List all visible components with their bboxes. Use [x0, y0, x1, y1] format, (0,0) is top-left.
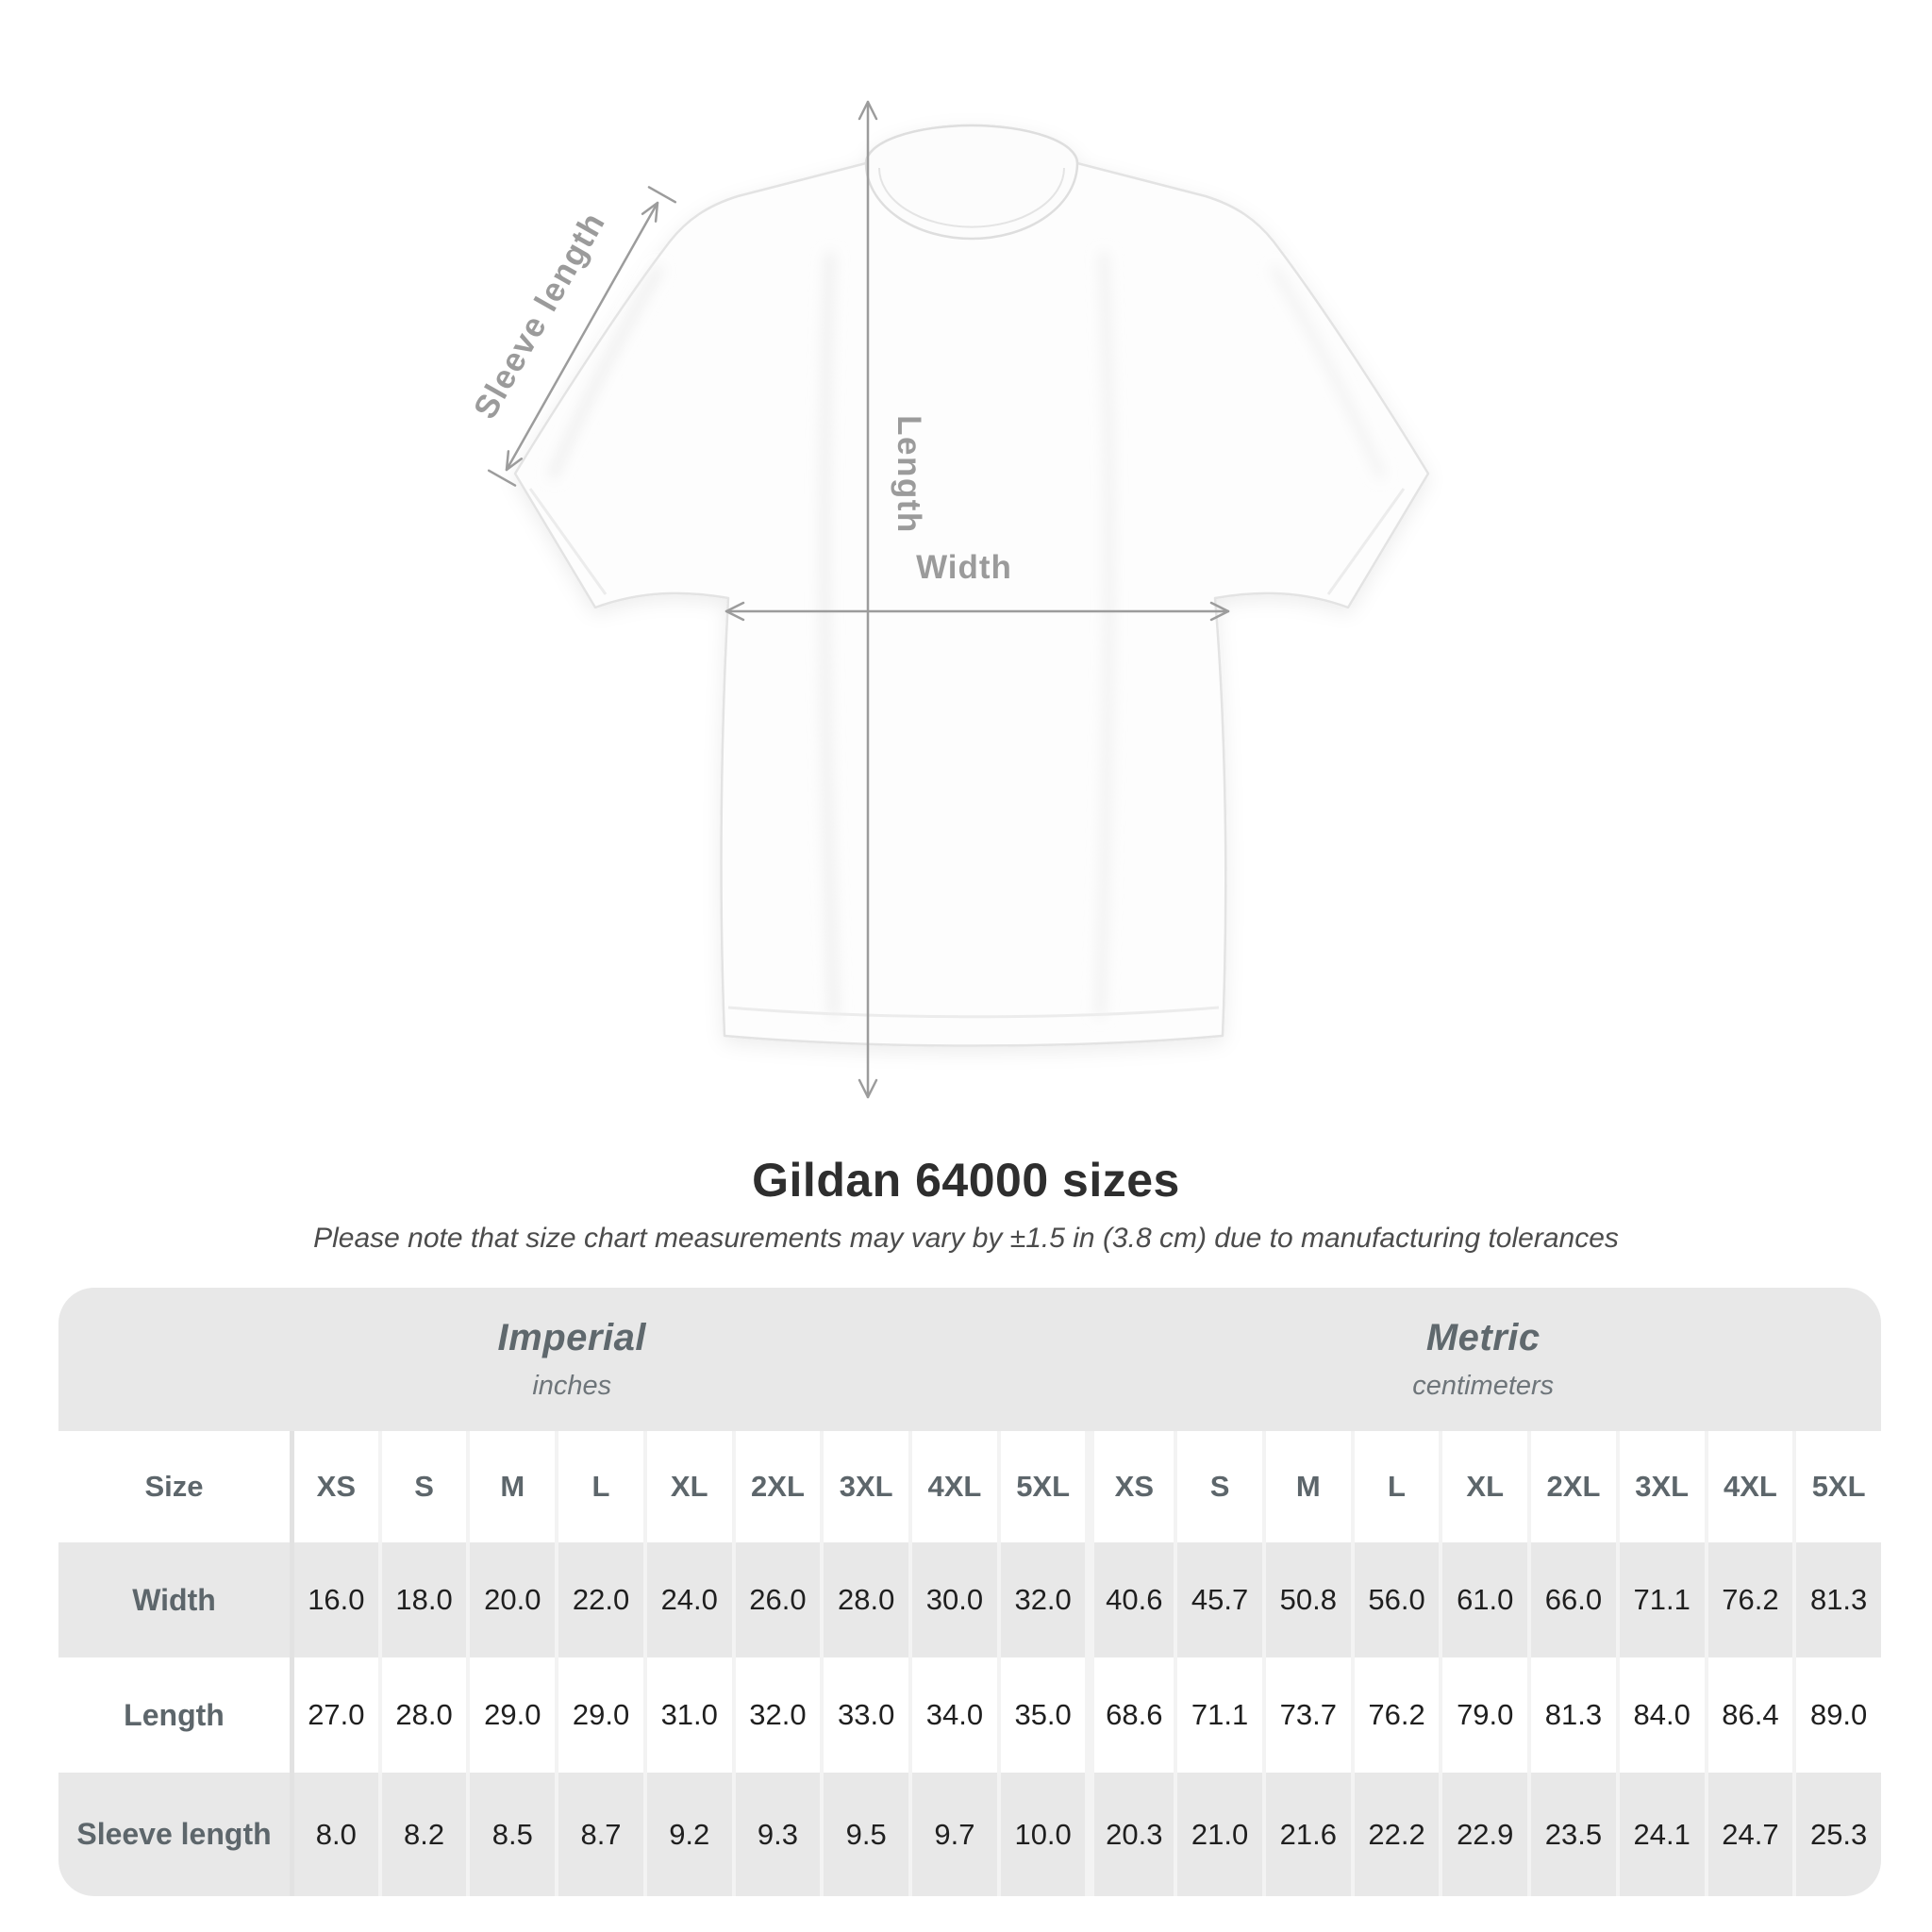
measurement-cell: 86.4 [1705, 1657, 1793, 1773]
measurement-cell: 32.0 [997, 1542, 1086, 1657]
measurement-cell: 21.6 [1262, 1773, 1351, 1896]
unit-band [58, 1288, 1881, 1431]
imperial-group-header [58, 1288, 1086, 1431]
imperial-group-unit: inches [532, 1371, 612, 1401]
sleeve-length-label: Sleeve length [466, 206, 613, 425]
measurement-cell: 81.3 [1792, 1542, 1881, 1657]
measurement-cell: 24.0 [643, 1542, 732, 1657]
size-header-row [58, 1431, 1881, 1542]
size-col-header: XL [643, 1431, 732, 1542]
measurement-cell: 34.0 [908, 1657, 997, 1773]
page-title: Gildan 64000 sizes [752, 1154, 1180, 1207]
measurement-row-sleeve [58, 1773, 1881, 1896]
measurement-cell: 22.0 [555, 1542, 643, 1657]
metric-group-name: Metric [1425, 1317, 1541, 1358]
measurement-cell: 22.9 [1439, 1773, 1527, 1896]
size-col-header: 2XL [1527, 1431, 1616, 1542]
measurement-cell: 89.0 [1792, 1657, 1881, 1773]
size-col-header: 5XL [997, 1431, 1086, 1542]
size-col-header: XS [290, 1431, 378, 1542]
measurement-cell: 27.0 [290, 1657, 378, 1773]
size-col-header: M [466, 1431, 555, 1542]
measurement-cell: 20.3 [1085, 1773, 1174, 1896]
measurement-cell: 31.0 [643, 1657, 732, 1773]
size-col-header: L [1351, 1431, 1440, 1542]
metric-group-header [1086, 1288, 1882, 1431]
measurement-cell: 16.0 [290, 1542, 378, 1657]
measurement-cell: 25.3 [1792, 1773, 1881, 1896]
measurement-cell: 18.0 [378, 1542, 467, 1657]
size-col-header: L [555, 1431, 643, 1542]
measurement-cell: 9.5 [820, 1773, 908, 1896]
measurement-cell: 8.2 [378, 1773, 467, 1896]
measurement-cell: 33.0 [820, 1657, 908, 1773]
measurement-cell: 29.0 [466, 1657, 555, 1773]
size-col-header: 3XL [820, 1431, 908, 1542]
measurement-cell: 81.3 [1527, 1657, 1616, 1773]
measurement-cell: 9.3 [732, 1773, 821, 1896]
size-col-header: M [1262, 1431, 1351, 1542]
row-label: Length [58, 1657, 290, 1773]
measurement-cell: 40.6 [1085, 1542, 1174, 1657]
measurement-cell: 28.0 [820, 1542, 908, 1657]
measurement-cell: 8.0 [290, 1773, 378, 1896]
measurement-cell: 68.6 [1085, 1657, 1174, 1773]
measurement-cell: 71.1 [1616, 1542, 1705, 1657]
imperial-group-name: Imperial [497, 1317, 646, 1358]
measurement-cell: 56.0 [1351, 1542, 1440, 1657]
tolerance-note: Please note that size chart measurements may vary by ±1.5 in (3.8 cm) due to manufacturing tolerances [313, 1223, 1619, 1254]
metric-group-unit: centimeters [1412, 1371, 1555, 1401]
measurement-cell: 32.0 [732, 1657, 821, 1773]
size-col-header: XS [1085, 1431, 1174, 1542]
measurement-cell: 26.0 [732, 1542, 821, 1657]
measurement-cell: 8.5 [466, 1773, 555, 1896]
measurement-cell: 24.1 [1616, 1773, 1705, 1896]
measurement-cell: 8.7 [555, 1773, 643, 1896]
size-col-header: S [1174, 1431, 1262, 1542]
measurement-cell: 76.2 [1351, 1657, 1440, 1773]
measurement-cell: 76.2 [1705, 1542, 1793, 1657]
measurement-cell: 84.0 [1616, 1657, 1705, 1773]
size-col-header: S [378, 1431, 467, 1542]
row-label: Width [132, 1582, 216, 1617]
size-table [58, 1288, 1881, 1896]
measurement-cell: 24.7 [1705, 1773, 1793, 1896]
measurement-cell: 20.0 [466, 1542, 555, 1657]
measurement-cell: 45.7 [1174, 1542, 1262, 1657]
measurement-cell: 35.0 [997, 1657, 1086, 1773]
measurement-row-length [58, 1657, 1881, 1773]
size-col-header: 4XL [1705, 1431, 1793, 1542]
measurement-cell: 66.0 [1527, 1542, 1616, 1657]
measurement-cell: 79.0 [1439, 1657, 1527, 1773]
size-col-header: 4XL [908, 1431, 997, 1542]
measurement-cell: 28.0 [378, 1657, 467, 1773]
size-col-header: 2XL [732, 1431, 821, 1542]
size-col-header: 3XL [1616, 1431, 1705, 1542]
row-label: Sleeve length [76, 1817, 272, 1851]
measurement-cell: 9.2 [643, 1773, 732, 1896]
length-label: Length [891, 415, 927, 534]
size-col-header: XL [1439, 1431, 1527, 1542]
measurement-cell: 9.7 [908, 1773, 997, 1896]
measurement-cell: 50.8 [1262, 1542, 1351, 1657]
measurement-cell: 30.0 [908, 1542, 997, 1657]
measurement-cell: 23.5 [1527, 1773, 1616, 1896]
measurement-cell: 73.7 [1262, 1657, 1351, 1773]
measurement-cell: 22.2 [1351, 1773, 1440, 1896]
measurement-cell: 61.0 [1439, 1542, 1527, 1657]
width-label: Width [916, 549, 1012, 586]
measurement-cell: 29.0 [555, 1657, 643, 1773]
measurement-cell: 21.0 [1174, 1773, 1262, 1896]
tshirt-svg [425, 74, 1509, 1111]
size-col-header: 5XL [1792, 1431, 1881, 1542]
tshirt-figure [425, 74, 1509, 1111]
measurement-cell: 10.0 [997, 1773, 1086, 1896]
size-row-label: Size [58, 1431, 290, 1542]
measurement-row-width [58, 1542, 1881, 1657]
measurement-cell: 71.1 [1174, 1657, 1262, 1773]
